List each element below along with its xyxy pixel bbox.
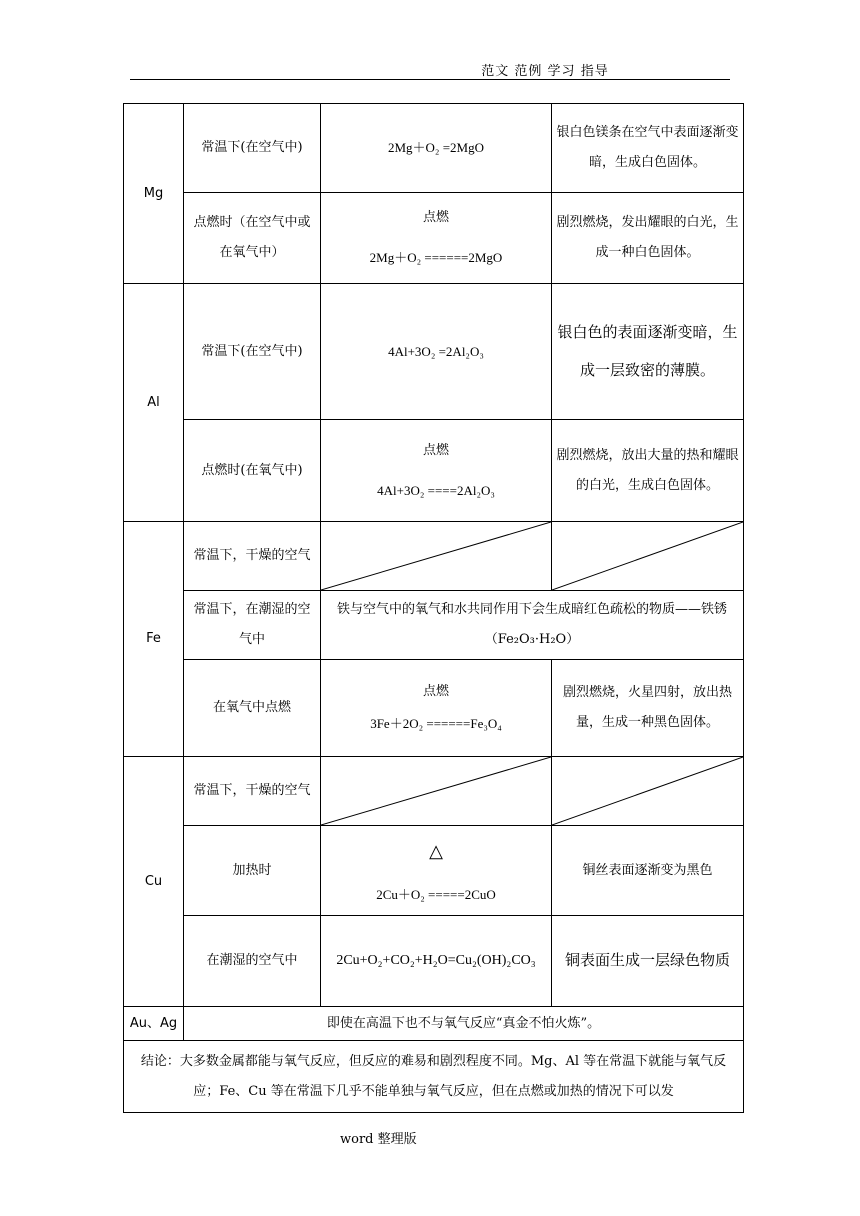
equation-cell [321, 826, 552, 916]
metal-mg: Mg [124, 104, 184, 284]
equation-cell: 2Cu+O₂+CO₂+H₂O=Cu₂(OH)₂CO₃ [321, 916, 552, 1007]
condition-cell: 常温下，干燥的空气 [184, 757, 321, 826]
equation-cell [321, 660, 552, 757]
reaction-condition-label: 点燃 [422, 684, 449, 700]
fe-row-3 [124, 660, 744, 757]
description-cell: 银白色镁条在空气中表面逐渐变暗，生成白色固体。 [552, 104, 744, 193]
header-rule [130, 79, 730, 80]
cu-row-2 [124, 826, 744, 916]
equation-text: 3Fe＋2O₂ ======Fe₃O₄ [370, 716, 502, 731]
diagonal-slash [552, 757, 743, 825]
description-cell: 剧烈燃烧，发出耀眼的白光，生成一种白色固体。 [552, 193, 744, 284]
condition-cell: 在氧气中点燃 [184, 660, 321, 757]
equation-cell: 4Al+3O₂ =2Al₂O₃ [321, 284, 552, 420]
metal-al: Al [124, 284, 184, 522]
heat-triangle-icon: △ [429, 840, 443, 861]
equation-cell [321, 193, 552, 284]
cu-row-1 [124, 757, 744, 826]
metal-cu: Cu [124, 757, 184, 1007]
fe-row-2 [124, 591, 744, 660]
metal-fe: Fe [124, 522, 184, 757]
equation-text: 4Al+3O₂ ====2Al₂O₃ [377, 482, 495, 498]
condition-cell: 常温下(在空气中) [184, 284, 321, 420]
mg-row-2 [124, 193, 744, 284]
condition-cell: 点燃时（在空气中或在氧气中） [184, 193, 321, 284]
diagonal-slash [321, 522, 551, 590]
page-footer: word 整理版 [340, 1132, 417, 1147]
metal-oxygen-table [123, 103, 744, 1113]
condition-cell: 在潮湿的空气中 [184, 916, 321, 1007]
description-cell: 铁与空气中的氧气和水共同作用下会生成暗红色疏松的物质——铁锈（Fe₂O₃·H₂O） [321, 591, 744, 660]
condition-cell: 常温下，干燥的空气 [184, 522, 321, 591]
page-header [0, 60, 860, 79]
not-applicable-cell [321, 522, 552, 591]
condition-cell: 加热时 [184, 826, 321, 916]
not-applicable-cell [321, 757, 552, 826]
reaction-condition-label: 点燃 [422, 442, 449, 458]
auag-row [124, 1007, 744, 1041]
condition-cell: 常温下(在空气中) [184, 104, 321, 193]
al-row-2 [124, 420, 744, 522]
description-cell: 铜丝表面逐渐变为黑色 [552, 826, 744, 916]
diagonal-slash [552, 522, 743, 590]
equation-text: 2Cu＋O₂ =====2CuO [376, 887, 496, 903]
not-applicable-cell [552, 522, 744, 591]
condition-cell: 点燃时(在氧气中) [184, 420, 321, 522]
equation-cell: 2Mg＋O₂ =2MgO [321, 104, 552, 193]
equation-cell [321, 420, 552, 522]
description-cell: 剧烈燃烧，放出大量的热和耀眼的白光，生成白色固体。 [552, 420, 744, 522]
conclusion-row [124, 1041, 744, 1113]
description-cell: 铜表面生成一层绿色物质 [552, 916, 744, 1007]
cu-row-3 [124, 916, 744, 1007]
metal-au-ag: Au、Ag [124, 1007, 184, 1041]
description-cell: 银白色的表面逐渐变暗，生成一层致密的薄膜。 [552, 284, 744, 420]
diagonal-slash [321, 757, 551, 825]
reaction-condition-label: 点燃 [422, 210, 449, 226]
conclusion-text: 结论：大多数金属都能与氧气反应，但反应的难易和剧烈程度不同。Mg、Al 等在常温下就能与氧气反应；Fe、Cu 等在常温下几乎不能单独与氧气反应，但在点燃或加热的情况下可以发 [124, 1041, 744, 1113]
header-text: 范文 范例 学习 指导 [481, 64, 609, 79]
description-cell: 即使在高温下也不与氧气反应“真金不怕火炼”。 [184, 1007, 744, 1041]
description-cell: 剧烈燃烧，火星四射，放出热量，生成一种黑色固体。 [552, 660, 744, 757]
condition-cell: 常温下，在潮湿的空气中 [184, 591, 321, 660]
al-row-1 [124, 284, 744, 420]
equation-text: 2Mg＋O₂ ======2MgO [369, 250, 503, 265]
not-applicable-cell [552, 757, 744, 826]
mg-row-1 [124, 104, 744, 193]
fe-row-1 [124, 522, 744, 591]
